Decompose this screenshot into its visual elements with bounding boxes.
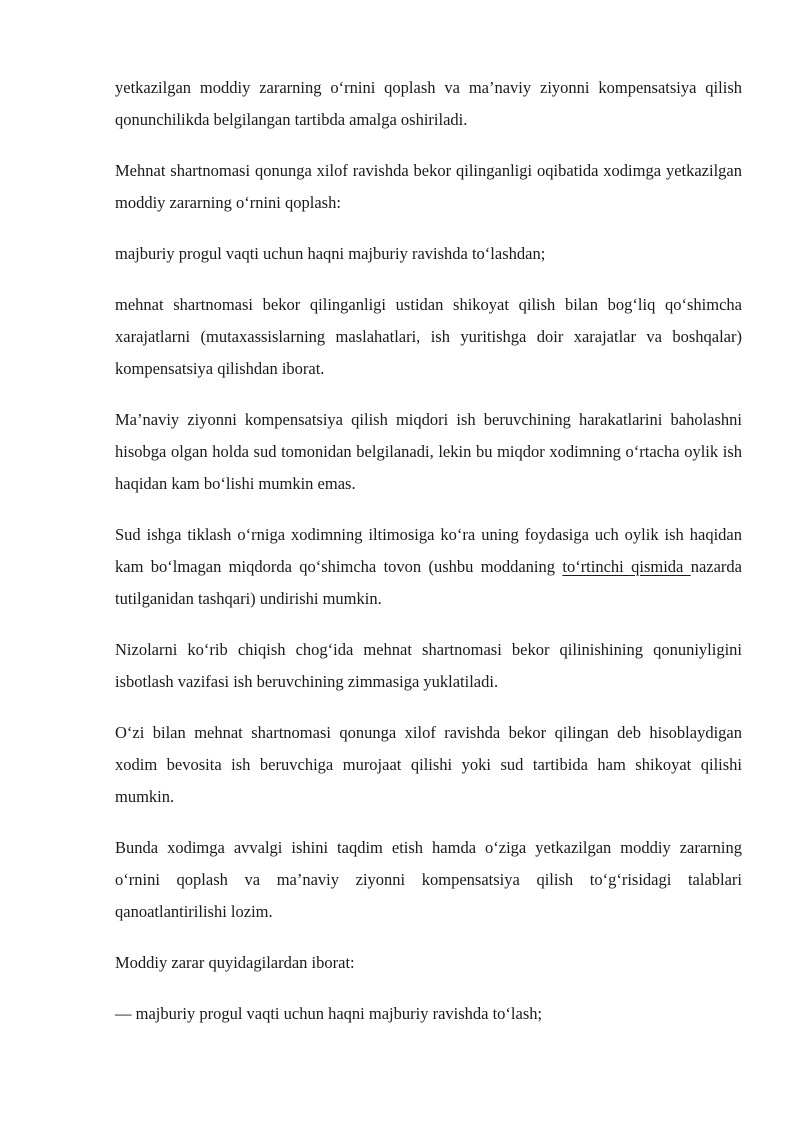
paragraph-with-link [115, 519, 742, 615]
paragraph: Mehnat shartnomasi qonunga xilof ravishda bekor qilinganligi oqibatida xodimga yetkazilgan moddiy zararning o‘rnini qoplash: [115, 161, 742, 212]
paragraph: Nizolarni ko‘rib chiqish chog‘ida mehnat shartnomasi bekor qilinishining qonuniyligini isbotlash vazifasi ish beruvchining zimmasiga yuklatiladi. [115, 640, 742, 691]
paragraph: O‘zi bilan mehnat shartnomasi qonunga xilof ravishda bekor qilingan deb hisoblaydigan xodim bevosita ish beruvchiga murojaat qilishi yoki sud tartibida ham shikoyat qilishi mumkin. [115, 723, 742, 806]
paragraph: mehnat shartnomasi bekor qilinganligi ustidan shikoyat qilish bilan bog‘liq qo‘shimcha xarajatlarni (mutaxassislarning maslahatlari, ish yuritishga doir xarajatlar va boshqalar) kompensatsiya qilishdan iborat. [115, 295, 742, 378]
paragraph-text-before-link: Sud ishga tiklash o‘rniga xodimning iltimosiga ko‘ra uning foydasiga uch oylik ish haqidan kam bo‘lmagan miqdorda qo‘shimcha tovon (ushbu moddaning [115, 525, 742, 576]
document-body [115, 72, 742, 1049]
paragraph: Moddiy zarar quyidagilardan iborat: [115, 953, 355, 972]
list-item: — majburiy progul vaqti uchun haqni majburiy ravishda to‘lash; [115, 1004, 543, 1023]
paragraph-text-after-link: nazarda tutilganidan tashqari) undirishi mumkin. [115, 557, 742, 608]
paragraph: Bunda xodimga avvalgi ishini taqdim etish hamda o‘ziga yetkazilgan moddiy zararning o‘rnini qoplash va ma’naviy ziyonni kompensatsiya qilish to‘g‘risidagi talablari qanoatlantirilishi lozim. [115, 838, 742, 921]
paragraph: yetkazilgan moddiy zararning o‘rnini qoplash va ma’naviy ziyonni kompensatsiya qilish qonunchilikda belgilangan tartibda amalga oshiriladi. [115, 78, 742, 129]
paragraph: majburiy progul vaqti uchun haqni majburiy ravishda to‘lashdan; [115, 244, 546, 263]
paragraph: Ma’naviy ziyonni kompensatsiya qilish miqdori ish beruvchining harakatlarini baholashni hisobga olgan holda sud tomonidan belgilanadi, lekin bu miqdor xodimning o‘rtacha oylik ish haqidan kam bo‘lishi mumkin emas. [115, 410, 742, 493]
article-part-link[interactable]: to‘rtinchi qismida [562, 557, 691, 576]
